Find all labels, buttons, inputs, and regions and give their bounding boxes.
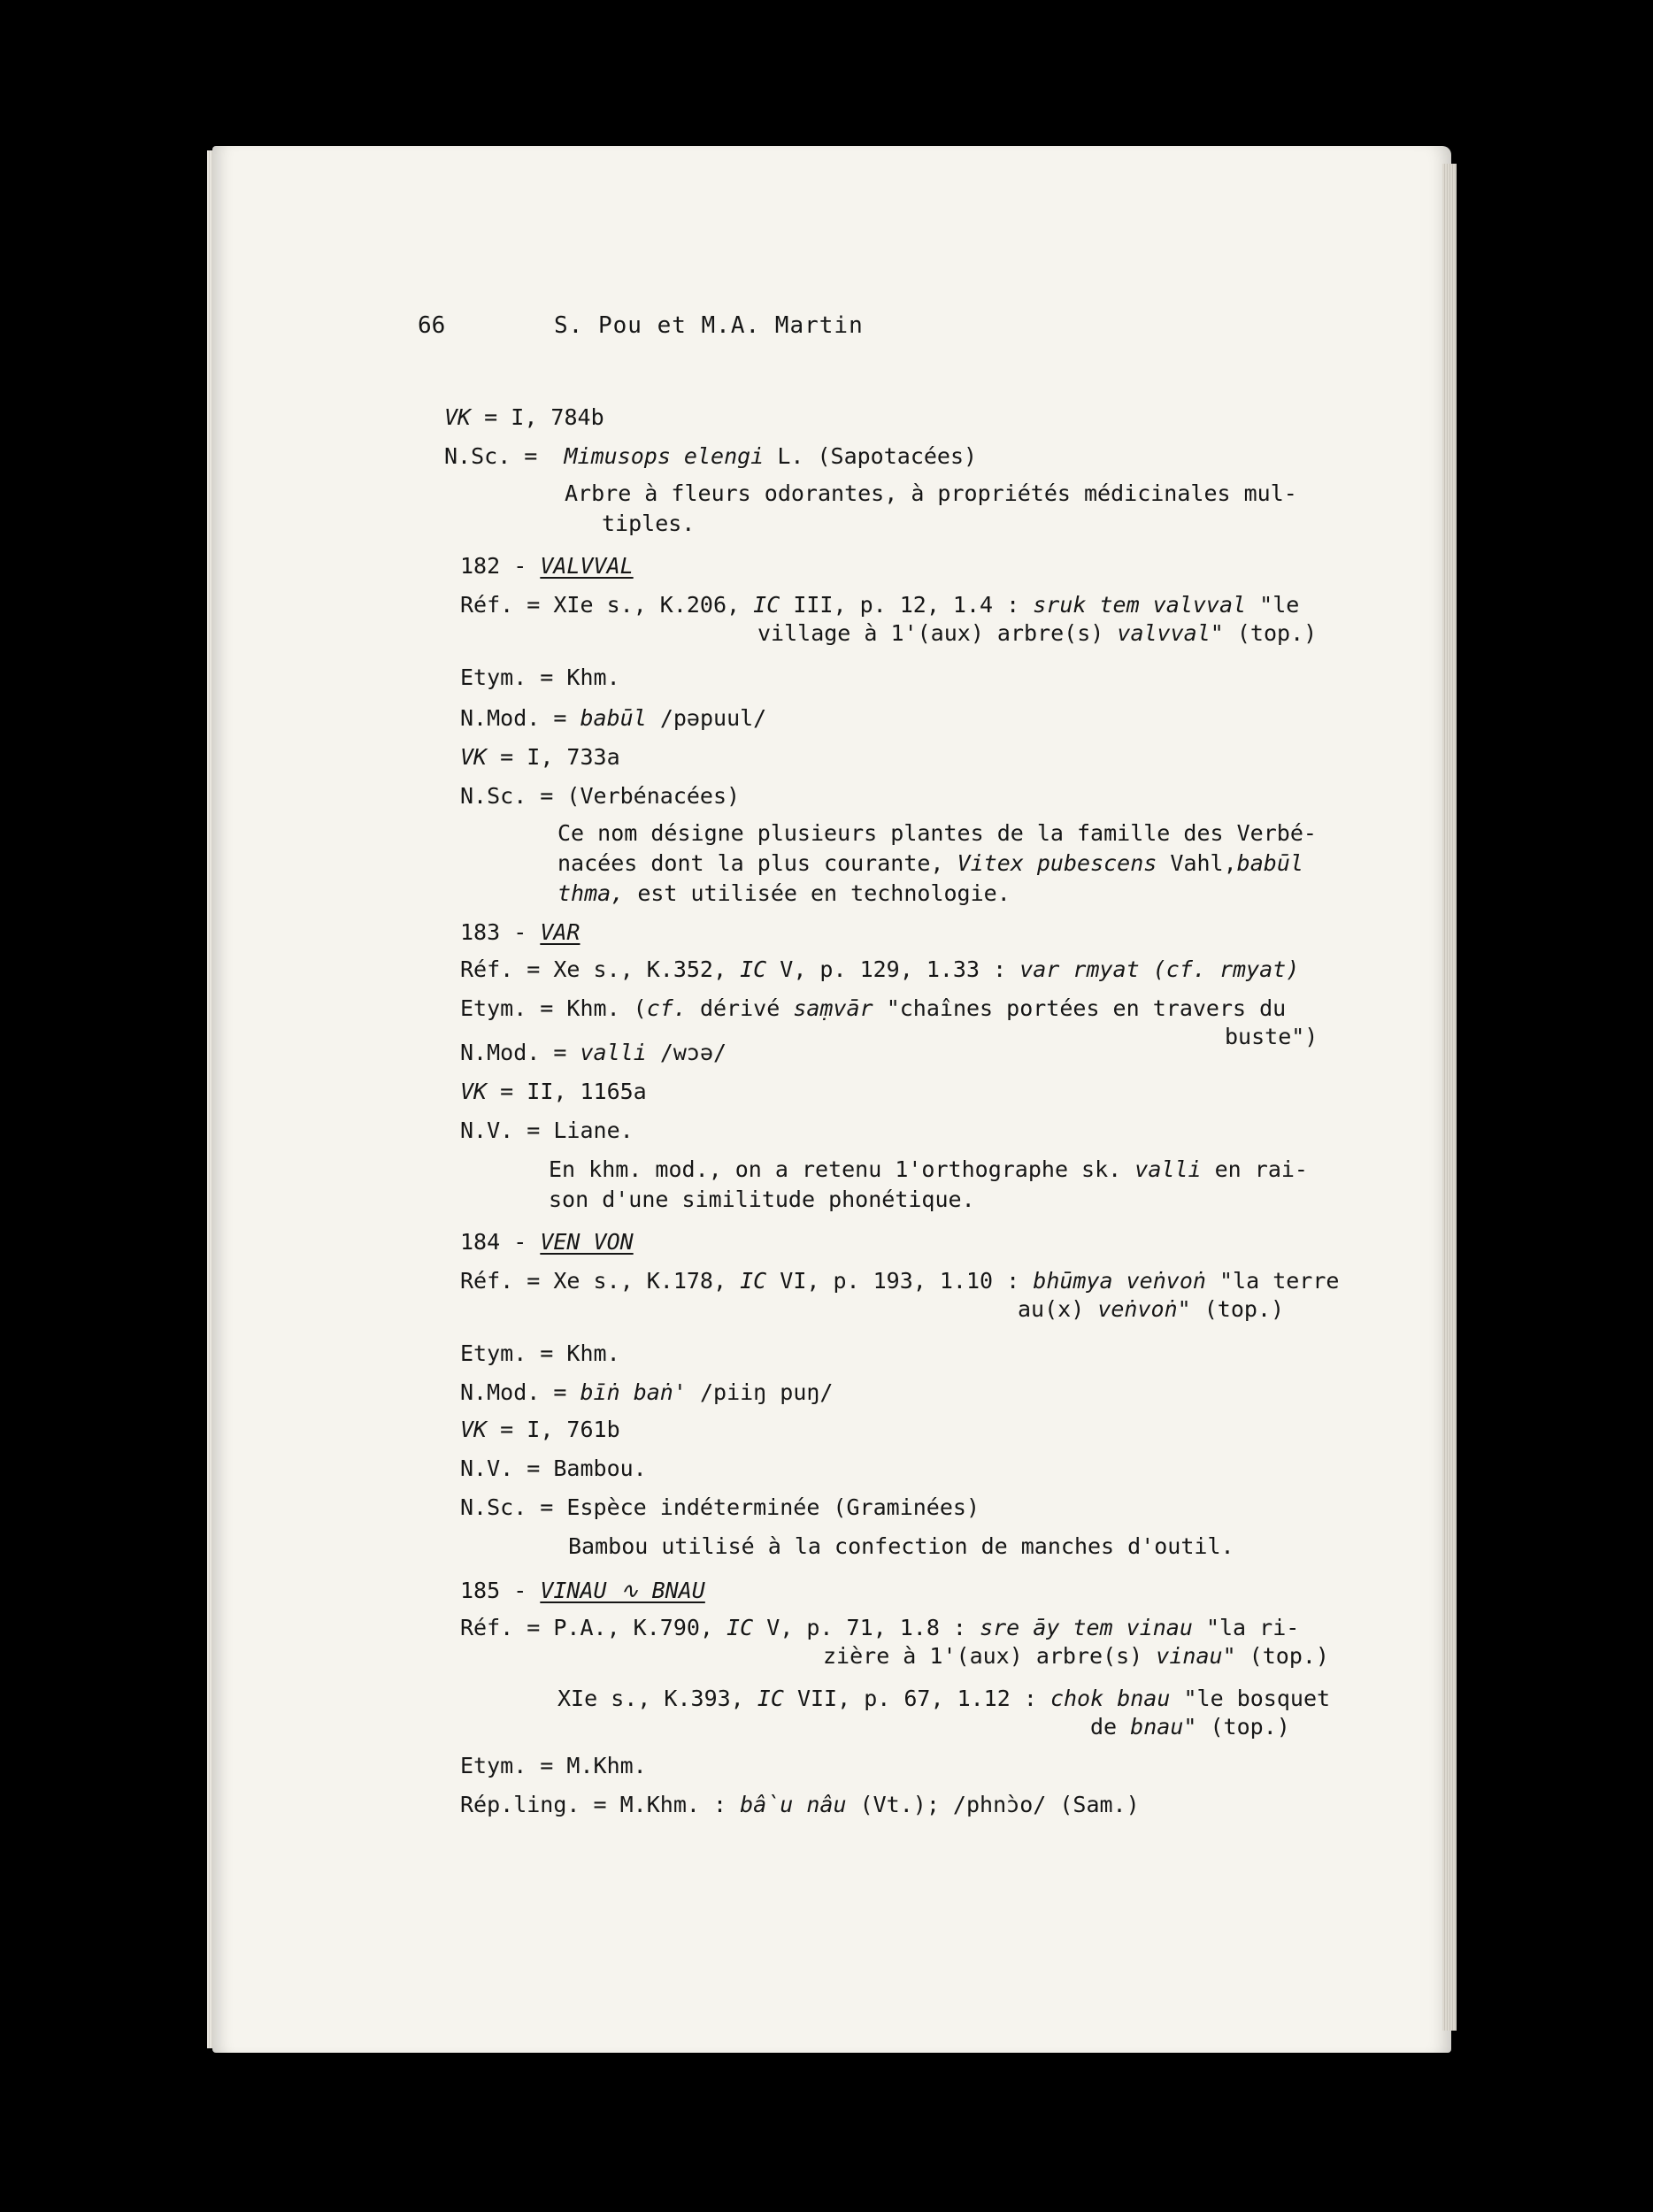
e181-vk: [444, 403, 604, 432]
e183-etym-gloss: "chaînes portées en travers du: [886, 995, 1287, 1021]
e182-ref-source: Réf. = XIe s., K.206,: [460, 592, 741, 618]
e183-desc1-a: En khm. mod., on a retenu 1'orthographe sk.: [549, 1156, 1122, 1182]
e183-etym-label: Etym. = Khm. (: [460, 995, 647, 1021]
e183-etym-word: saṃvār: [793, 995, 873, 1021]
e184-nsc: N.Sc. = Espèce indéterminée (Graminées): [460, 1494, 980, 1520]
e183-vk-label: VK: [460, 1079, 488, 1104]
e182-desc-line2: [557, 849, 1303, 878]
e182-ref-ic: IC: [753, 592, 780, 618]
e185-ref3-page: VII, p. 67, 1.12 :: [796, 1686, 1037, 1711]
book-page: [212, 146, 1451, 2053]
e181-desc-line1: Arbre à fleurs odorantes, à propriétés médicinales mul-: [565, 480, 1297, 506]
e184-ref-gloss-word: veṅvoṅ: [1097, 1296, 1178, 1322]
e182-nmod-phon: /pəpuul/: [659, 705, 767, 731]
e182-desc2-word: babūl: [1236, 850, 1303, 876]
e182-nmod-label: N.Mod. =: [460, 705, 567, 731]
e181-nsc-rest: L. (Sapotacées): [777, 443, 978, 469]
e184-nv: N.V. = Bambou.: [460, 1455, 647, 1481]
e185-ref3-quote: chok bnau: [1049, 1686, 1171, 1711]
e185-rep-rest: (Vt.); /phnɔ̀o/ (Sam.): [859, 1792, 1140, 1817]
e184-nmod-label: N.Mod. =: [460, 1379, 567, 1405]
e184-nmod-word: bīṅ baṅ': [580, 1379, 687, 1405]
e183-nmod-word: valli: [580, 1040, 647, 1065]
e185-heading: [460, 1577, 705, 1605]
e185-ref4-end: " (top.): [1183, 1714, 1290, 1740]
e182-desc-line3: [557, 879, 1011, 908]
e185-ref-gloss-end: " (top.): [1222, 1643, 1329, 1669]
e184-ref-gloss-end: " (top.): [1177, 1296, 1285, 1322]
e184-headword: VEN VON: [540, 1229, 634, 1255]
e184-ref-page: VI, p. 193, 1.10 :: [780, 1268, 1020, 1294]
page-edge-right: [1442, 164, 1457, 2031]
e182-ref-gloss-start: "le: [1259, 592, 1300, 618]
e184-vk-value: = I, 761b: [487, 1417, 620, 1442]
e183-etym-derive: dérivé: [699, 995, 780, 1021]
e184-ref-ic: IC: [740, 1268, 767, 1294]
e184-desc: Bambou utilisé à la confection de manches d'outil.: [568, 1533, 1234, 1559]
e181-nsc-species: Mimusops elengi: [564, 443, 765, 469]
e182-nsc: N.Sc. = (Verbénacées): [460, 783, 741, 809]
e183-ref-page: V, p. 129, 1.33 :: [780, 956, 1007, 982]
e182-vk-label: VK: [460, 744, 488, 770]
e184-vk: [460, 1416, 620, 1444]
e183-ref-ic: IC: [740, 956, 767, 982]
e182-etym: Etym. = Khm.: [460, 664, 620, 690]
e182-nmod-word: babūl: [580, 705, 647, 731]
e185-ref-gloss: zière à 1'(aux) arbre(s): [823, 1643, 1143, 1669]
e184-ref-gloss: au(x): [1018, 1296, 1085, 1322]
e185-ref-gloss-start: "la ri-: [1205, 1615, 1300, 1640]
e185-etym: Etym. = M.Khm.: [460, 1753, 647, 1778]
e182-ref-gloss-end: " (top.): [1210, 620, 1318, 646]
e183-nmod-phon: /wɔə/: [659, 1040, 727, 1065]
e183-etym: [460, 995, 1286, 1023]
e183-etym-cf: cf.: [646, 995, 687, 1021]
e182-headword: VALVVAL: [540, 553, 634, 579]
e184-heading: [460, 1228, 634, 1256]
e184-nmod: [460, 1379, 833, 1407]
e182-ref-gloss-word: valvval: [1117, 620, 1211, 646]
e183-nmod-label: N.Mod. =: [460, 1040, 567, 1065]
e182-nmod: [460, 704, 766, 733]
e183-nv: N.V. = Liane.: [460, 1118, 634, 1143]
e183-headword: VAR: [540, 919, 580, 945]
e182-vk: [460, 743, 620, 772]
e185-ref-line2: [823, 1642, 1329, 1671]
e181-nsc: [444, 442, 977, 471]
e182-desc-line1: Ce nom désigne plusieurs plantes de la famille des Verbé-: [557, 820, 1317, 846]
e183-vk-value: = II, 1165a: [487, 1079, 647, 1104]
e182-ref-gloss: village à 1'(aux) arbre(s): [757, 620, 1104, 646]
e185-ref-ic: IC: [727, 1615, 754, 1640]
e182-number: 182 -: [460, 553, 527, 579]
e184-number: 184 -: [460, 1229, 527, 1255]
e185-ref4-word: bnau: [1130, 1714, 1184, 1740]
e185-ref3-gloss-start: "le bosquet: [1183, 1686, 1331, 1711]
e185-ref-page: V, p. 71, 1.8 :: [766, 1615, 966, 1640]
e181-nsc-label: N.Sc. =: [444, 443, 538, 469]
e184-ref-source: Réf. = Xe s., K.178,: [460, 1268, 727, 1294]
page-number: 66: [418, 312, 446, 339]
e181-vk-label: VK: [444, 404, 472, 430]
e181-vk-value: = I, 784b: [471, 404, 604, 430]
e182-desc3-word: thma,: [557, 880, 625, 906]
e183-desc-line1: [549, 1156, 1308, 1184]
e185-ref-source: Réf. = P.A., K.790,: [460, 1615, 713, 1640]
e185-headword: VINAU ∿ BNAU: [540, 1578, 705, 1603]
e185-rep-label: Rép.ling. = M.Khm. :: [460, 1792, 727, 1817]
e182-desc2-author: Vahl,: [1170, 850, 1237, 876]
e184-ref-line2: [1018, 1295, 1284, 1324]
e182-desc2-species: Vitex pubescens: [957, 850, 1157, 876]
e184-ref-line1: [460, 1267, 1339, 1295]
e183-nmod: [460, 1039, 727, 1067]
e184-etym: Etym. = Khm.: [460, 1340, 620, 1366]
e182-desc2-a: nacées dont la plus courante,: [557, 850, 944, 876]
e184-nmod-phon: /piiŋ puŋ/: [699, 1379, 834, 1405]
e185-ref-gloss-word: vinau: [1156, 1643, 1223, 1669]
e185-ref-quote: sre āy tem vinau: [980, 1615, 1193, 1640]
e182-desc3-rest: est utilisée en technologie.: [637, 880, 1011, 906]
e184-ref-gloss-start: "la terre: [1219, 1268, 1340, 1294]
e184-ref-quote: bhūmya veṅvoṅ: [1033, 1268, 1206, 1294]
e185-ref4-de: de: [1090, 1714, 1118, 1740]
e185-number: 185 -: [460, 1578, 527, 1603]
e182-ref-page: III, p. 12, 1.4 :: [793, 592, 1020, 618]
running-header: S. Pou et M.A. Martin: [554, 312, 864, 339]
e183-desc1-word: valli: [1134, 1156, 1202, 1182]
e182-ref-line1: [460, 591, 1299, 619]
e183-ref-quote: var rmyat (cf. rmyat): [1019, 956, 1300, 982]
e185-ref3-ic: IC: [757, 1686, 784, 1711]
e183-vk: [460, 1078, 647, 1106]
e182-ref-quote: sruk tem valvval: [1033, 592, 1247, 618]
e185-ref-line4: [1090, 1713, 1290, 1741]
e183-ref: [460, 956, 1299, 984]
e185-rep-word: bầu nâu: [740, 1792, 847, 1817]
e183-desc1-c: en rai-: [1214, 1156, 1308, 1182]
e185-ref3-source: XIe s., K.393,: [557, 1686, 744, 1711]
e183-number: 183 -: [460, 919, 527, 945]
e183-ref-source: Réf. = Xe s., K.352,: [460, 956, 727, 982]
e183-desc-line2: son d'une similitude phonétique.: [549, 1187, 975, 1212]
e181-desc-line2: tiples.: [602, 511, 696, 536]
e185-ref-line1: [460, 1614, 1299, 1642]
e184-vk-label: VK: [460, 1417, 488, 1442]
e185-ref-line3: [557, 1685, 1330, 1713]
e182-ref-line2: [757, 619, 1317, 648]
e185-rep: [460, 1791, 1140, 1819]
e182-vk-value: = I, 733a: [487, 744, 620, 770]
e183-heading: [460, 918, 580, 947]
e182-heading: [460, 552, 634, 580]
e183-etym-line2: buste"): [1225, 1024, 1319, 1049]
